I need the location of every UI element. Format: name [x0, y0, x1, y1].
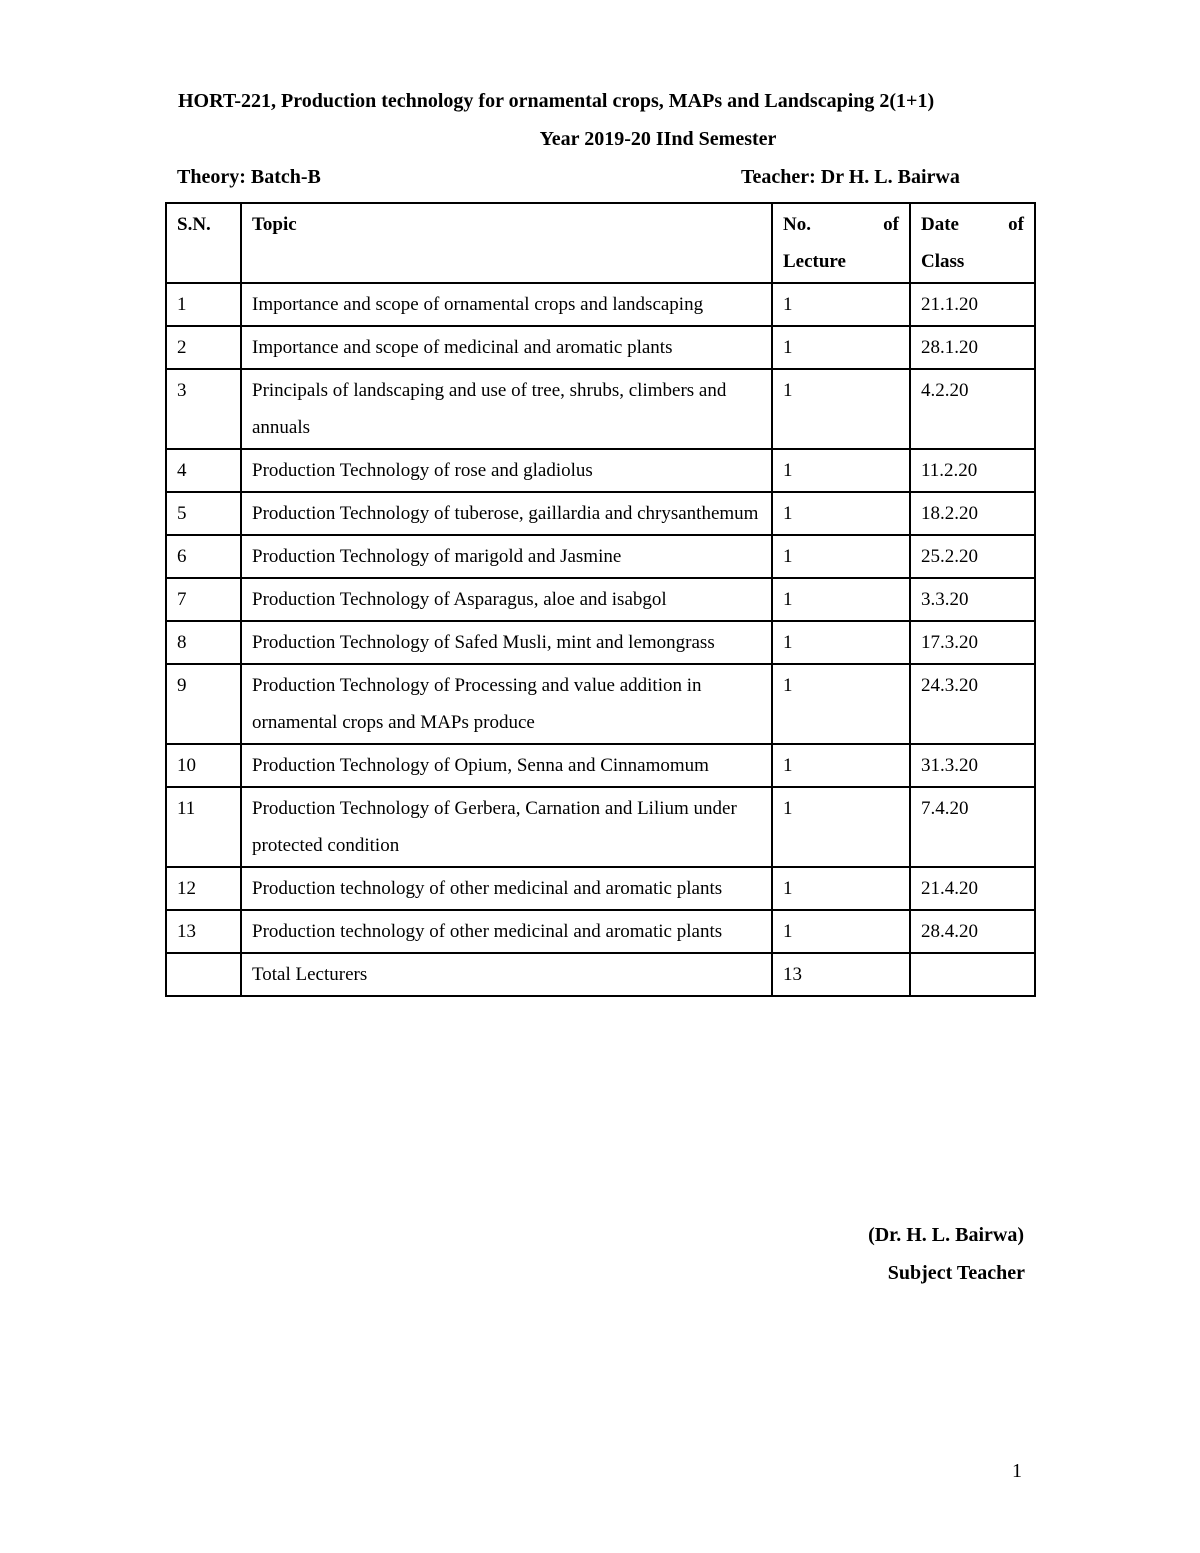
row-topic-cell: Production Technology of Opium, Senna and Cinnamomum [241, 744, 772, 787]
signature-name: (Dr. H. L. Bairwa) [868, 1224, 1024, 1246]
row-topic-cell: Production Technology of Processing and value addition in ornamental crops and MAPs produce [241, 664, 772, 744]
row-sn-cell: 2 [166, 326, 241, 369]
row-date-cell: 21.1.20 [910, 283, 1035, 326]
row-sn-cell: 10 [166, 744, 241, 787]
column-header-topic: Topic [241, 203, 772, 283]
column-header-date [910, 203, 1035, 283]
row-sn-cell: 12 [166, 867, 241, 910]
table-body [166, 283, 1035, 953]
signature-role: Subject Teacher [887, 1262, 1025, 1284]
column-header-lectures [772, 203, 910, 283]
table-row [166, 326, 1035, 369]
row-date-cell: 25.2.20 [910, 535, 1035, 578]
table-row [166, 283, 1035, 326]
column-header-lectures-line2: Lecture [783, 251, 846, 272]
row-date-cell: 4.2.20 [910, 369, 1035, 449]
table-row [166, 535, 1035, 578]
row-date-cell: 28.1.20 [910, 326, 1035, 369]
row-lectures-cell: 1 [772, 664, 910, 744]
table-row [166, 910, 1035, 953]
row-sn-cell: 5 [166, 492, 241, 535]
table-row [166, 664, 1035, 744]
teacher-label: Teacher: Dr H. L. Bairwa [741, 166, 960, 188]
column-header-date-line1: Date of [921, 214, 1024, 235]
row-lectures-cell: 1 [772, 744, 910, 787]
page-number: 1 [1012, 1460, 1022, 1482]
row-sn-cell: 6 [166, 535, 241, 578]
total-row-sn-cell [166, 953, 241, 996]
row-lectures-cell: 1 [772, 621, 910, 664]
row-lectures-cell: 1 [772, 578, 910, 621]
table-row [166, 449, 1035, 492]
row-lectures-cell: 1 [772, 369, 910, 449]
row-lectures-cell: 1 [772, 326, 910, 369]
row-sn-cell: 8 [166, 621, 241, 664]
row-date-cell: 11.2.20 [910, 449, 1035, 492]
table-row [166, 369, 1035, 449]
row-sn-cell: 7 [166, 578, 241, 621]
total-value: 13 [772, 953, 910, 996]
row-topic-cell: Importance and scope of medicinal and aromatic plants [241, 326, 772, 369]
row-lectures-cell: 1 [772, 449, 910, 492]
row-date-cell: 21.4.20 [910, 867, 1035, 910]
row-topic-cell: Production technology of other medicinal and aromatic plants [241, 867, 772, 910]
row-date-cell: 28.4.20 [910, 910, 1035, 953]
row-lectures-cell: 1 [772, 867, 910, 910]
row-topic-cell: Production technology of other medicinal and aromatic plants [241, 910, 772, 953]
column-header-lectures-line1: No. of [783, 214, 899, 235]
row-sn-cell: 9 [166, 664, 241, 744]
row-lectures-cell: 1 [772, 492, 910, 535]
table-row [166, 867, 1035, 910]
row-topic-cell: Production Technology of rose and gladiolus [241, 449, 772, 492]
table-total-row [166, 953, 1035, 996]
total-label: Total Lecturers [241, 953, 772, 996]
row-date-cell: 17.3.20 [910, 621, 1035, 664]
row-topic-cell: Production Technology of Safed Musli, mint and lemongrass [241, 621, 772, 664]
table-row [166, 621, 1035, 664]
lecture-schedule-table [165, 202, 1036, 997]
table-row [166, 578, 1035, 621]
table-header-row [166, 203, 1035, 283]
row-date-cell: 3.3.20 [910, 578, 1035, 621]
table-row [166, 492, 1035, 535]
row-topic-cell: Importance and scope of ornamental crops and landscaping [241, 283, 772, 326]
row-date-cell: 24.3.20 [910, 664, 1035, 744]
table-row [166, 744, 1035, 787]
total-row-date-cell [910, 953, 1035, 996]
row-sn-cell: 1 [166, 283, 241, 326]
row-sn-cell: 11 [166, 787, 241, 867]
row-sn-cell: 4 [166, 449, 241, 492]
row-topic-cell: Production Technology of marigold and Jasmine [241, 535, 772, 578]
column-header-date-line2: Class [921, 251, 965, 272]
table-row [166, 787, 1035, 867]
batch-label: Theory: Batch-B [177, 166, 321, 188]
document-subtitle: Year 2019-20 IInd Semester [539, 128, 777, 150]
row-topic-cell: Production Technology of tuberose, gaillardia and chrysanthemum [241, 492, 772, 535]
row-date-cell: 7.4.20 [910, 787, 1035, 867]
document-title: HORT-221, Production technology for ornamental crops, MAPs and Landscaping 2(1+1) [178, 90, 935, 112]
row-topic-cell: Principals of landscaping and use of tree, shrubs, climbers and annuals [241, 369, 772, 449]
row-date-cell: 18.2.20 [910, 492, 1035, 535]
row-date-cell: 31.3.20 [910, 744, 1035, 787]
row-lectures-cell: 1 [772, 535, 910, 578]
row-lectures-cell: 1 [772, 283, 910, 326]
column-header-sn: S.N. [166, 203, 241, 283]
row-lectures-cell: 1 [772, 910, 910, 953]
row-sn-cell: 13 [166, 910, 241, 953]
row-topic-cell: Production Technology of Gerbera, Carnation and Lilium under protected condition [241, 787, 772, 867]
row-lectures-cell: 1 [772, 787, 910, 867]
row-sn-cell: 3 [166, 369, 241, 449]
row-topic-cell: Production Technology of Asparagus, aloe and isabgol [241, 578, 772, 621]
